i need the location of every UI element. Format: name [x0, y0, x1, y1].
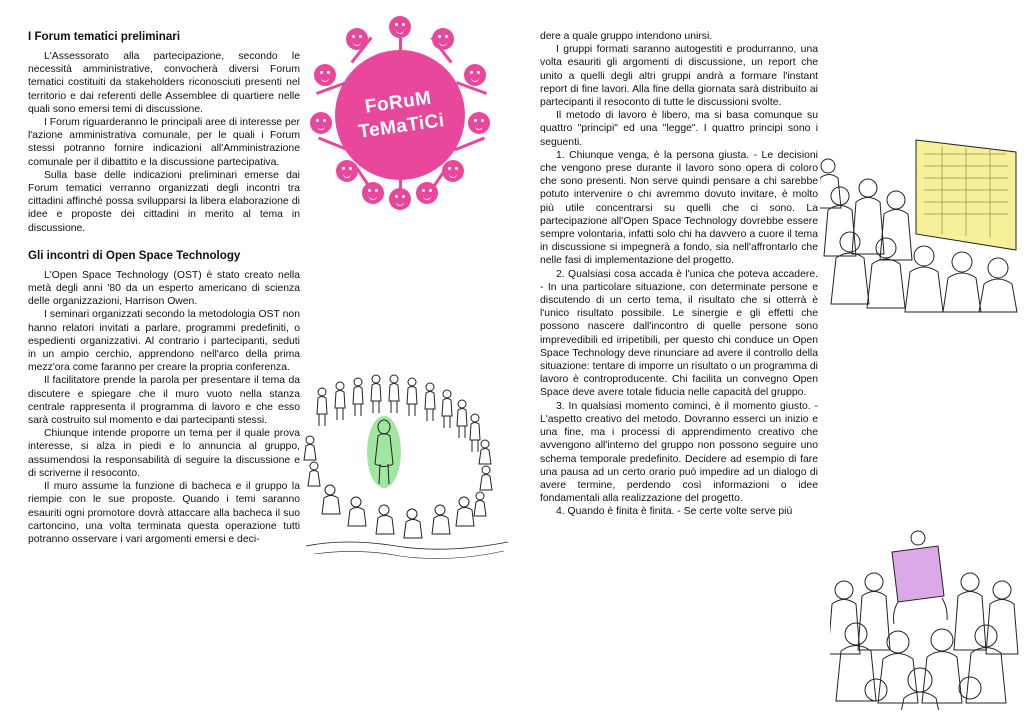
- paragraph: 2. Qualsiasi cosa accada è l'unica che poteva accadere. - In una particolare situazione, con determinate persone e discutendo di un certo tema, il risultato che si otterrà è l'unico risultato possibile. Le sinergie e gli effetti che possono nascere dall'incontro di quelle persone sono imprevedibili ed irripetibili, per questo chi conduce un Open Space Technology deve rinunciare ad avere il controllo della situazione: tentare di imporre un risultato o un programma di lavoro è controproducente. Chi facilita un convegno Open Space deve avere totale fiducia nelle capacità del gruppo.: [540, 268, 818, 399]
- paragraph: I gruppi formati saranno autogestiti e produrranno, una volta esauriti gli argomenti di discussione, un report che unito a quelli degli altri gruppi andrà a formare l'instant report di fine lavori. Alla fine della giornata sarà distribuito ai partecipanti il resoconto di tutte le discussioni svolte.: [540, 44, 818, 109]
- left-column: [28, 30, 300, 546]
- paragraph: Il facilitatore prende la parola per presentare il tema da discutere e spiegare che il muro vuoto nella stanza centrale rappresenta il programma di lavoro e che esso sarà costruito sul momento e dai partecipanti stessi.: [28, 375, 300, 427]
- logo-line-1: FoRuM: [363, 87, 433, 118]
- paragraph: L'Assessorato alla partecipazione, secondo le necessità amministrative, convocherà diversi Forum tematici costituiti da stakeholders riconosciuti presenti nel territorio e dai referenti delle Assemblee di quartiere nelle quali sono emersi temi di discussione.: [28, 51, 300, 115]
- wall-board-illustration: [820, 130, 1020, 315]
- face-blob-icon: [416, 182, 438, 204]
- paragraph: L'Open Space Technology (OST) è stato creato nella metà degli anni '80 da un esperto americano di scienza delle organizzazioni, Harrison Owen.: [28, 269, 300, 308]
- face-blob-icon: [346, 28, 368, 50]
- paragraph: 1. Chiunque venga, è la persona giusta. - Le decisioni che vengono prese durante il lavoro sono opera di coloro che sono presenti. Non serve quindi pensare a chi sarebbe potuto intervenire o chi avremmo dovuto invitare, è molto più utile concentrarsi su quelli che ci sono. La partecipazione all'Open Space Technology dovrebbe essere sempre volontaria, infatti solo chi ha davvero a cuore il tema in discussione si impegnerà a fondo, sia nell'affrontarlo che nelle fasi di implementazione del progetto.: [540, 149, 818, 267]
- paragraph: dere a quale gruppo intendono unirsi.: [540, 31, 713, 42]
- logo-line-2: TeMaTiCi: [357, 109, 446, 143]
- paragraph: I Forum riguarderanno le principali aree di interesse per l'azione amministrativa comunale, per le quali i Forum stessi potranno fornire indicazioni all'Amministrazione comunale per il dibattito e la discussione partecipativa.: [28, 117, 300, 168]
- face-blob-icon: [389, 16, 411, 38]
- open-space-circle-illustration: [300, 370, 515, 565]
- paragraph: Sulla base delle indicazioni preliminari emerse dai Forum tematici verranno organizzati degli incontri tra cittadini affinché possa svilupparsi la libera elaborazione di idee e proposte dei cittadini in merito al tema in discussione.: [28, 169, 300, 234]
- face-blob-icon: [464, 64, 486, 86]
- section-heading-ost: Gli incontri di Open Space Technology: [28, 248, 241, 262]
- paragraph: Il muro assume la funzione di bacheca e il gruppo la riempie con le sue proposte. Quando i temi saranno esauriti ogni promotore dovrà attaccare alla bacheca il suo cartoncino, una volta terminata questa operazione tutti potranno osservare i vari argomenti emersi e deci-: [28, 481, 300, 545]
- paragraph: Il metodo di lavoro è libero, ma si basa comunque su quattro "principi" ed una "legge". I quattro principi sono i seguenti.: [540, 110, 818, 148]
- paragraph: Chiunque intende proporre un tema per il quale prova interesse, si alza in piedi e lo annuncia al gruppo, assumendosi la responsabilità di seguire la discussione e di scriverne il resoconto.: [28, 428, 300, 479]
- face-blob-icon: [468, 112, 490, 134]
- right-column: [540, 30, 818, 519]
- face-blob-icon: [310, 112, 332, 134]
- paragraph: 4. Quando è finita è finita. - Se certe volte serve più: [556, 506, 793, 518]
- paragraph: 3. In qualsiasi momento cominci, è il momento giusto. - L'aspetto creativo del metodo. Dovranno esserci un inizio e una fine, ma i processi di apprendimento creativo che avvengono all'interno del gruppo non possono seguire uno schema temporale predefinito. Decidere ad esempio di fare una pausa ad un certo orario può impedire ad un dialogo di avere termine, perdendo così informazioni o idee fondamentali alla realizzazione del progetto.: [540, 400, 818, 505]
- face-blob-icon: [389, 188, 411, 210]
- logo-text: [327, 42, 474, 189]
- audience-illustration: [830, 530, 1022, 710]
- section-heading-forum: I Forum tematici preliminari: [28, 30, 181, 43]
- forum-tematici-logo: [300, 20, 500, 220]
- paragraph: I seminari organizzati secondo la metodologia OST non hanno relatori invitati a parlare, programmi predefiniti, o espedienti organizzativi. Al contrario i partecipanti, seduti in un ampio cerchio, apprendono nell'arco della prima mezz'ora come faranno per creare la propria conferenza.: [28, 309, 300, 374]
